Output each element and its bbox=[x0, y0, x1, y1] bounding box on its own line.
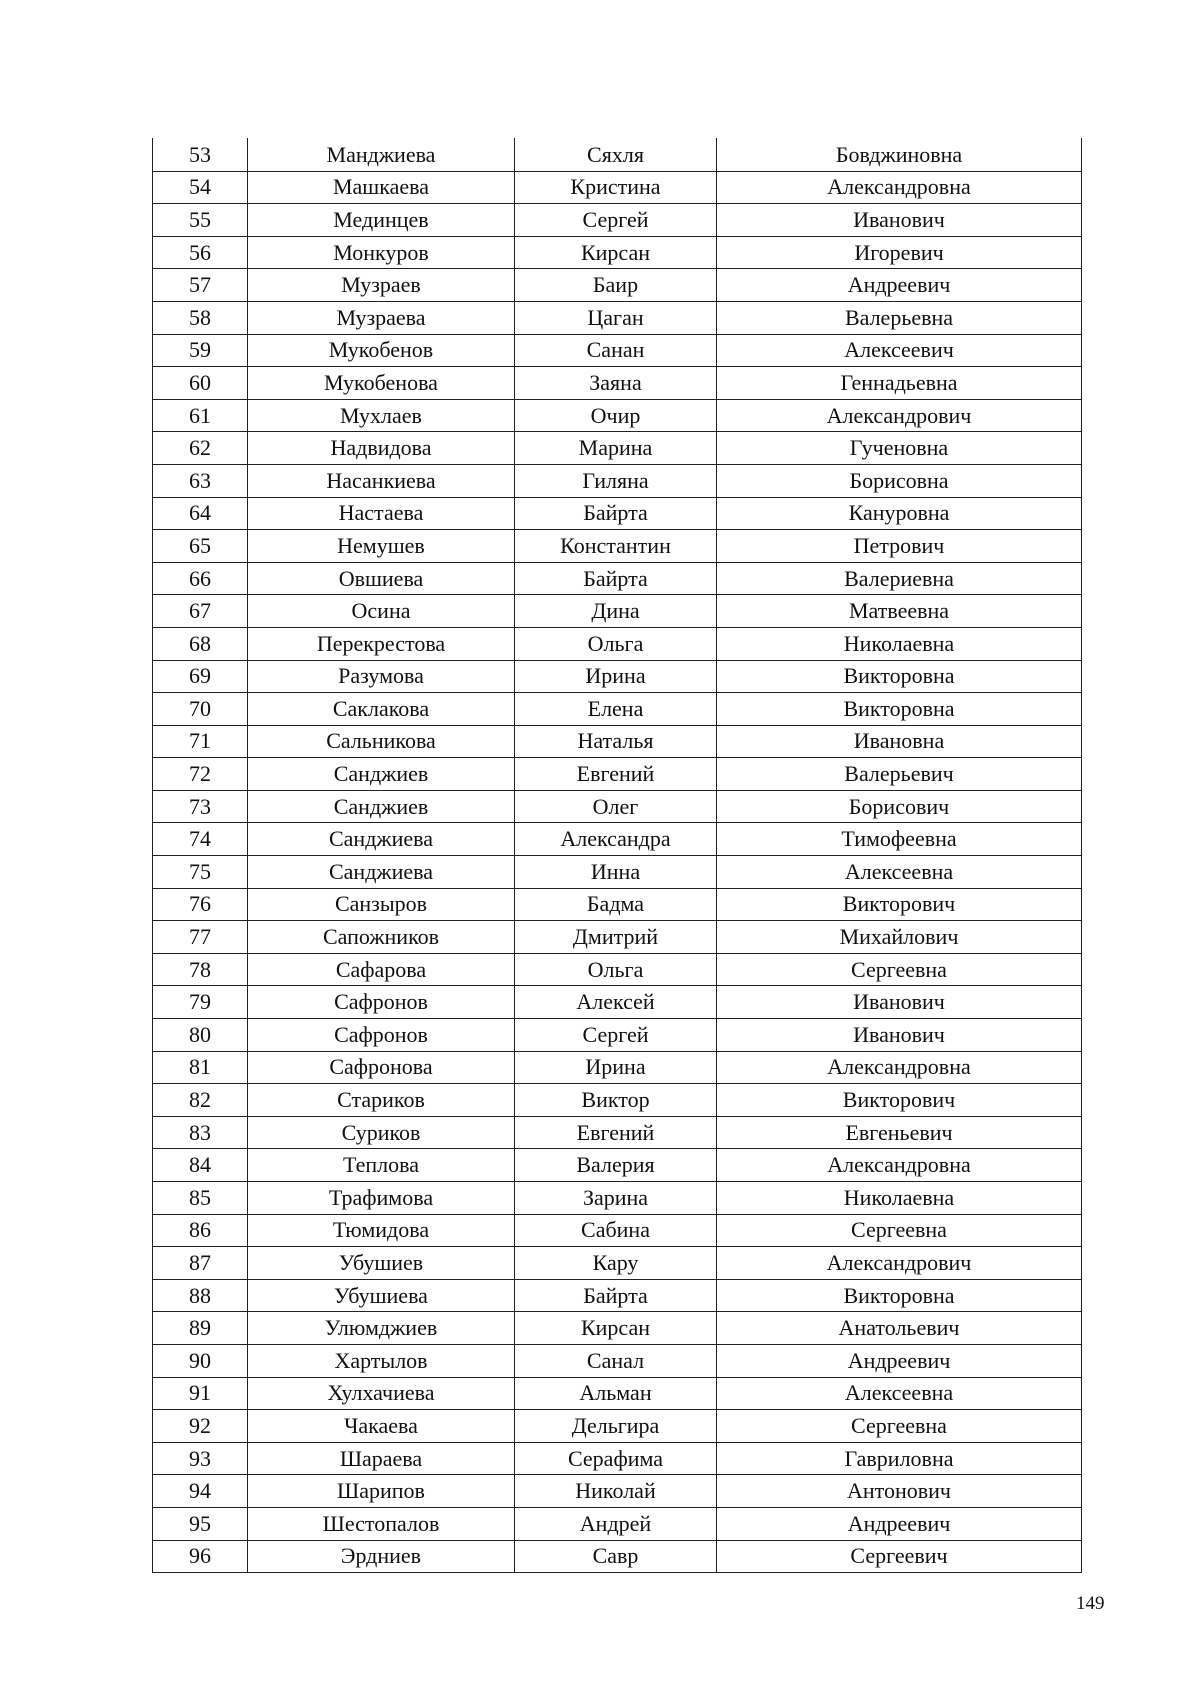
row-number-cell: 91 bbox=[153, 1377, 248, 1410]
table-row bbox=[153, 399, 1082, 432]
patronymic-cell: Сергеевна bbox=[717, 1410, 1082, 1443]
first-name-cell: Александра bbox=[515, 823, 717, 856]
patronymic-cell: Николаевна bbox=[717, 627, 1082, 660]
surname-cell: Манджиева bbox=[248, 139, 515, 172]
surname-cell: Сафарова bbox=[248, 953, 515, 986]
table-row bbox=[153, 1410, 1082, 1443]
row-number-cell: 70 bbox=[153, 693, 248, 726]
first-name-cell: Кирсан bbox=[515, 1312, 717, 1345]
table-row bbox=[153, 790, 1082, 823]
row-number-cell: 83 bbox=[153, 1116, 248, 1149]
table-row bbox=[153, 758, 1082, 791]
first-name-cell: Олег bbox=[515, 790, 717, 823]
row-number-cell: 58 bbox=[153, 301, 248, 334]
first-name-cell: Ольга bbox=[515, 953, 717, 986]
surname-cell: Санджиев bbox=[248, 790, 515, 823]
row-number-cell: 56 bbox=[153, 236, 248, 269]
row-number-cell: 95 bbox=[153, 1507, 248, 1540]
table-row bbox=[153, 1475, 1082, 1508]
patronymic-cell: Александровна bbox=[717, 171, 1082, 204]
first-name-cell: Виктор bbox=[515, 1084, 717, 1117]
first-name-cell: Байрта bbox=[515, 562, 717, 595]
surname-cell: Сапожников bbox=[248, 921, 515, 954]
patronymic-cell: Викторовна bbox=[717, 693, 1082, 726]
table-row bbox=[153, 1540, 1082, 1573]
table-row bbox=[153, 497, 1082, 530]
first-name-cell: Альман bbox=[515, 1377, 717, 1410]
surname-cell: Суриков bbox=[248, 1116, 515, 1149]
surname-cell: Шараева bbox=[248, 1442, 515, 1475]
first-name-cell: Евгений bbox=[515, 758, 717, 791]
surname-cell: Теплова bbox=[248, 1149, 515, 1182]
row-number-cell: 54 bbox=[153, 171, 248, 204]
row-number-cell: 76 bbox=[153, 888, 248, 921]
first-name-cell: Савр bbox=[515, 1540, 717, 1573]
patronymic-cell: Гученовна bbox=[717, 432, 1082, 465]
surname-cell: Убушиев bbox=[248, 1247, 515, 1280]
surname-cell: Настаева bbox=[248, 497, 515, 530]
row-number-cell: 86 bbox=[153, 1214, 248, 1247]
surname-cell: Санджиева bbox=[248, 856, 515, 889]
table-row bbox=[153, 921, 1082, 954]
row-number-cell: 60 bbox=[153, 367, 248, 400]
table-row bbox=[153, 139, 1082, 172]
patronymic-cell: Бовджиновна bbox=[717, 139, 1082, 172]
patronymic-cell: Алексеевич bbox=[717, 334, 1082, 367]
row-number-cell: 71 bbox=[153, 725, 248, 758]
table-row bbox=[153, 269, 1082, 302]
surname-cell: Улюмджиев bbox=[248, 1312, 515, 1345]
names-table bbox=[152, 138, 1082, 1573]
first-name-cell: Заяна bbox=[515, 367, 717, 400]
first-name-cell: Сяхля bbox=[515, 139, 717, 172]
row-number-cell: 53 bbox=[153, 139, 248, 172]
row-number-cell: 94 bbox=[153, 1475, 248, 1508]
patronymic-cell: Антонович bbox=[717, 1475, 1082, 1508]
surname-cell: Перекрестова bbox=[248, 627, 515, 660]
table-row bbox=[153, 1279, 1082, 1312]
first-name-cell: Кристина bbox=[515, 171, 717, 204]
first-name-cell: Ольга bbox=[515, 627, 717, 660]
surname-cell: Тюмидова bbox=[248, 1214, 515, 1247]
patronymic-cell: Игоревич bbox=[717, 236, 1082, 269]
row-number-cell: 72 bbox=[153, 758, 248, 791]
first-name-cell: Байрта bbox=[515, 1279, 717, 1312]
first-name-cell: Ирина bbox=[515, 660, 717, 693]
page-number: 149 bbox=[1076, 1593, 1105, 1614]
patronymic-cell: Александрович bbox=[717, 399, 1082, 432]
surname-cell: Убушиева bbox=[248, 1279, 515, 1312]
row-number-cell: 81 bbox=[153, 1051, 248, 1084]
surname-cell: Разумова bbox=[248, 660, 515, 693]
first-name-cell: Байрта bbox=[515, 497, 717, 530]
surname-cell: Мукобенова bbox=[248, 367, 515, 400]
surname-cell: Овшиева bbox=[248, 562, 515, 595]
row-number-cell: 69 bbox=[153, 660, 248, 693]
patronymic-cell: Валериевна bbox=[717, 562, 1082, 595]
surname-cell: Мукобенов bbox=[248, 334, 515, 367]
table-row bbox=[153, 1377, 1082, 1410]
first-name-cell: Сергей bbox=[515, 1019, 717, 1052]
patronymic-cell: Иванович bbox=[717, 986, 1082, 1019]
surname-cell: Санджиев bbox=[248, 758, 515, 791]
patronymic-cell: Андреевич bbox=[717, 1507, 1082, 1540]
surname-cell: Осина bbox=[248, 595, 515, 628]
first-name-cell: Константин bbox=[515, 530, 717, 563]
patronymic-cell: Андреевич bbox=[717, 1344, 1082, 1377]
surname-cell: Мединцев bbox=[248, 204, 515, 237]
row-number-cell: 68 bbox=[153, 627, 248, 660]
surname-cell: Сальникова bbox=[248, 725, 515, 758]
patronymic-cell: Гавриловна bbox=[717, 1442, 1082, 1475]
surname-cell: Надвидова bbox=[248, 432, 515, 465]
patronymic-cell: Александрович bbox=[717, 1247, 1082, 1280]
row-number-cell: 87 bbox=[153, 1247, 248, 1280]
row-number-cell: 79 bbox=[153, 986, 248, 1019]
patronymic-cell: Матвеевна bbox=[717, 595, 1082, 628]
table-row bbox=[153, 530, 1082, 563]
patronymic-cell: Евгеньевич bbox=[717, 1116, 1082, 1149]
patronymic-cell: Викторовна bbox=[717, 660, 1082, 693]
patronymic-cell: Борисович bbox=[717, 790, 1082, 823]
surname-cell: Эрдниев bbox=[248, 1540, 515, 1573]
row-number-cell: 84 bbox=[153, 1149, 248, 1182]
table-row bbox=[153, 204, 1082, 237]
surname-cell: Сафронов bbox=[248, 1019, 515, 1052]
patronymic-cell: Викторович bbox=[717, 888, 1082, 921]
first-name-cell: Дина bbox=[515, 595, 717, 628]
row-number-cell: 89 bbox=[153, 1312, 248, 1345]
table-row bbox=[153, 1182, 1082, 1215]
row-number-cell: 77 bbox=[153, 921, 248, 954]
patronymic-cell: Ивановна bbox=[717, 725, 1082, 758]
surname-cell: Стариков bbox=[248, 1084, 515, 1117]
patronymic-cell: Петрович bbox=[717, 530, 1082, 563]
row-number-cell: 64 bbox=[153, 497, 248, 530]
patronymic-cell: Викторович bbox=[717, 1084, 1082, 1117]
row-number-cell: 90 bbox=[153, 1344, 248, 1377]
row-number-cell: 73 bbox=[153, 790, 248, 823]
first-name-cell: Валерия bbox=[515, 1149, 717, 1182]
table-row bbox=[153, 334, 1082, 367]
patronymic-cell: Иванович bbox=[717, 1019, 1082, 1052]
table-row bbox=[153, 1247, 1082, 1280]
table-row bbox=[153, 432, 1082, 465]
first-name-cell: Гиляна bbox=[515, 464, 717, 497]
patronymic-cell: Михайлович bbox=[717, 921, 1082, 954]
row-number-cell: 67 bbox=[153, 595, 248, 628]
patronymic-cell: Сергеевич bbox=[717, 1540, 1082, 1573]
patronymic-cell: Андреевич bbox=[717, 269, 1082, 302]
first-name-cell: Сабина bbox=[515, 1214, 717, 1247]
table-row bbox=[153, 1507, 1082, 1540]
first-name-cell: Зарина bbox=[515, 1182, 717, 1215]
table-row bbox=[153, 725, 1082, 758]
first-name-cell: Кару bbox=[515, 1247, 717, 1280]
table-row bbox=[153, 856, 1082, 889]
surname-cell: Машкаева bbox=[248, 171, 515, 204]
first-name-cell: Ирина bbox=[515, 1051, 717, 1084]
surname-cell: Музраев bbox=[248, 269, 515, 302]
row-number-cell: 74 bbox=[153, 823, 248, 856]
patronymic-cell: Александровна bbox=[717, 1149, 1082, 1182]
first-name-cell: Инна bbox=[515, 856, 717, 889]
names-table-body bbox=[153, 139, 1082, 1573]
first-name-cell: Цаган bbox=[515, 301, 717, 334]
patronymic-cell: Геннадьевна bbox=[717, 367, 1082, 400]
row-number-cell: 57 bbox=[153, 269, 248, 302]
table-row bbox=[153, 660, 1082, 693]
table-row bbox=[153, 1051, 1082, 1084]
table-row bbox=[153, 1312, 1082, 1345]
table-row bbox=[153, 1214, 1082, 1247]
table-row bbox=[153, 986, 1082, 1019]
row-number-cell: 78 bbox=[153, 953, 248, 986]
surname-cell: Сафронов bbox=[248, 986, 515, 1019]
patronymic-cell: Александровна bbox=[717, 1051, 1082, 1084]
surname-cell: Насанкиева bbox=[248, 464, 515, 497]
row-number-cell: 85 bbox=[153, 1182, 248, 1215]
patronymic-cell: Николаевна bbox=[717, 1182, 1082, 1215]
table-row bbox=[153, 1019, 1082, 1052]
surname-cell: Шарипов bbox=[248, 1475, 515, 1508]
table-row bbox=[153, 1344, 1082, 1377]
patronymic-cell: Викторовна bbox=[717, 1279, 1082, 1312]
table-row bbox=[153, 1084, 1082, 1117]
surname-cell: Трафимова bbox=[248, 1182, 515, 1215]
table-row bbox=[153, 1442, 1082, 1475]
patronymic-cell: Алексеевна bbox=[717, 856, 1082, 889]
surname-cell: Сафронова bbox=[248, 1051, 515, 1084]
surname-cell: Мухлаев bbox=[248, 399, 515, 432]
row-number-cell: 88 bbox=[153, 1279, 248, 1312]
surname-cell: Саклакова bbox=[248, 693, 515, 726]
surname-cell: Хулхачиева bbox=[248, 1377, 515, 1410]
row-number-cell: 75 bbox=[153, 856, 248, 889]
first-name-cell: Санал bbox=[515, 1344, 717, 1377]
row-number-cell: 63 bbox=[153, 464, 248, 497]
table-row bbox=[153, 367, 1082, 400]
row-number-cell: 59 bbox=[153, 334, 248, 367]
first-name-cell: Дмитрий bbox=[515, 921, 717, 954]
surname-cell: Шестопалов bbox=[248, 1507, 515, 1540]
first-name-cell: Кирсан bbox=[515, 236, 717, 269]
first-name-cell: Серафима bbox=[515, 1442, 717, 1475]
patronymic-cell: Сергеевна bbox=[717, 1214, 1082, 1247]
row-number-cell: 92 bbox=[153, 1410, 248, 1443]
surname-cell: Хартылов bbox=[248, 1344, 515, 1377]
surname-cell: Санджиева bbox=[248, 823, 515, 856]
patronymic-cell: Иванович bbox=[717, 204, 1082, 237]
first-name-cell: Евгений bbox=[515, 1116, 717, 1149]
table-row bbox=[153, 1149, 1082, 1182]
surname-cell: Санзыров bbox=[248, 888, 515, 921]
first-name-cell: Николай bbox=[515, 1475, 717, 1508]
table-row bbox=[153, 595, 1082, 628]
first-name-cell: Дельгира bbox=[515, 1410, 717, 1443]
first-name-cell: Елена bbox=[515, 693, 717, 726]
surname-cell: Чакаева bbox=[248, 1410, 515, 1443]
first-name-cell: Сергей bbox=[515, 204, 717, 237]
row-number-cell: 80 bbox=[153, 1019, 248, 1052]
table-row bbox=[153, 562, 1082, 595]
first-name-cell: Марина bbox=[515, 432, 717, 465]
first-name-cell: Очир bbox=[515, 399, 717, 432]
row-number-cell: 66 bbox=[153, 562, 248, 595]
row-number-cell: 62 bbox=[153, 432, 248, 465]
table-row bbox=[153, 888, 1082, 921]
row-number-cell: 82 bbox=[153, 1084, 248, 1117]
row-number-cell: 65 bbox=[153, 530, 248, 563]
patronymic-cell: Тимофеевна bbox=[717, 823, 1082, 856]
table-row bbox=[153, 464, 1082, 497]
first-name-cell: Баир bbox=[515, 269, 717, 302]
patronymic-cell: Борисовна bbox=[717, 464, 1082, 497]
table-row bbox=[153, 627, 1082, 660]
table-row bbox=[153, 823, 1082, 856]
patronymic-cell: Алексеевна bbox=[717, 1377, 1082, 1410]
first-name-cell: Санан bbox=[515, 334, 717, 367]
row-number-cell: 61 bbox=[153, 399, 248, 432]
table-row bbox=[153, 693, 1082, 726]
first-name-cell: Наталья bbox=[515, 725, 717, 758]
table-row bbox=[153, 236, 1082, 269]
patronymic-cell: Сергеевна bbox=[717, 953, 1082, 986]
table-row bbox=[153, 953, 1082, 986]
row-number-cell: 55 bbox=[153, 204, 248, 237]
table-row bbox=[153, 171, 1082, 204]
row-number-cell: 96 bbox=[153, 1540, 248, 1573]
surname-cell: Монкуров bbox=[248, 236, 515, 269]
patronymic-cell: Кануровна bbox=[717, 497, 1082, 530]
patronymic-cell: Анатольевич bbox=[717, 1312, 1082, 1345]
first-name-cell: Бадма bbox=[515, 888, 717, 921]
table-row bbox=[153, 1116, 1082, 1149]
first-name-cell: Алексей bbox=[515, 986, 717, 1019]
row-number-cell: 93 bbox=[153, 1442, 248, 1475]
surname-cell: Музраева bbox=[248, 301, 515, 334]
patronymic-cell: Валерьевич bbox=[717, 758, 1082, 791]
surname-cell: Немушев bbox=[248, 530, 515, 563]
table-row bbox=[153, 301, 1082, 334]
first-name-cell: Андрей bbox=[515, 1507, 717, 1540]
patronymic-cell: Валерьевна bbox=[717, 301, 1082, 334]
